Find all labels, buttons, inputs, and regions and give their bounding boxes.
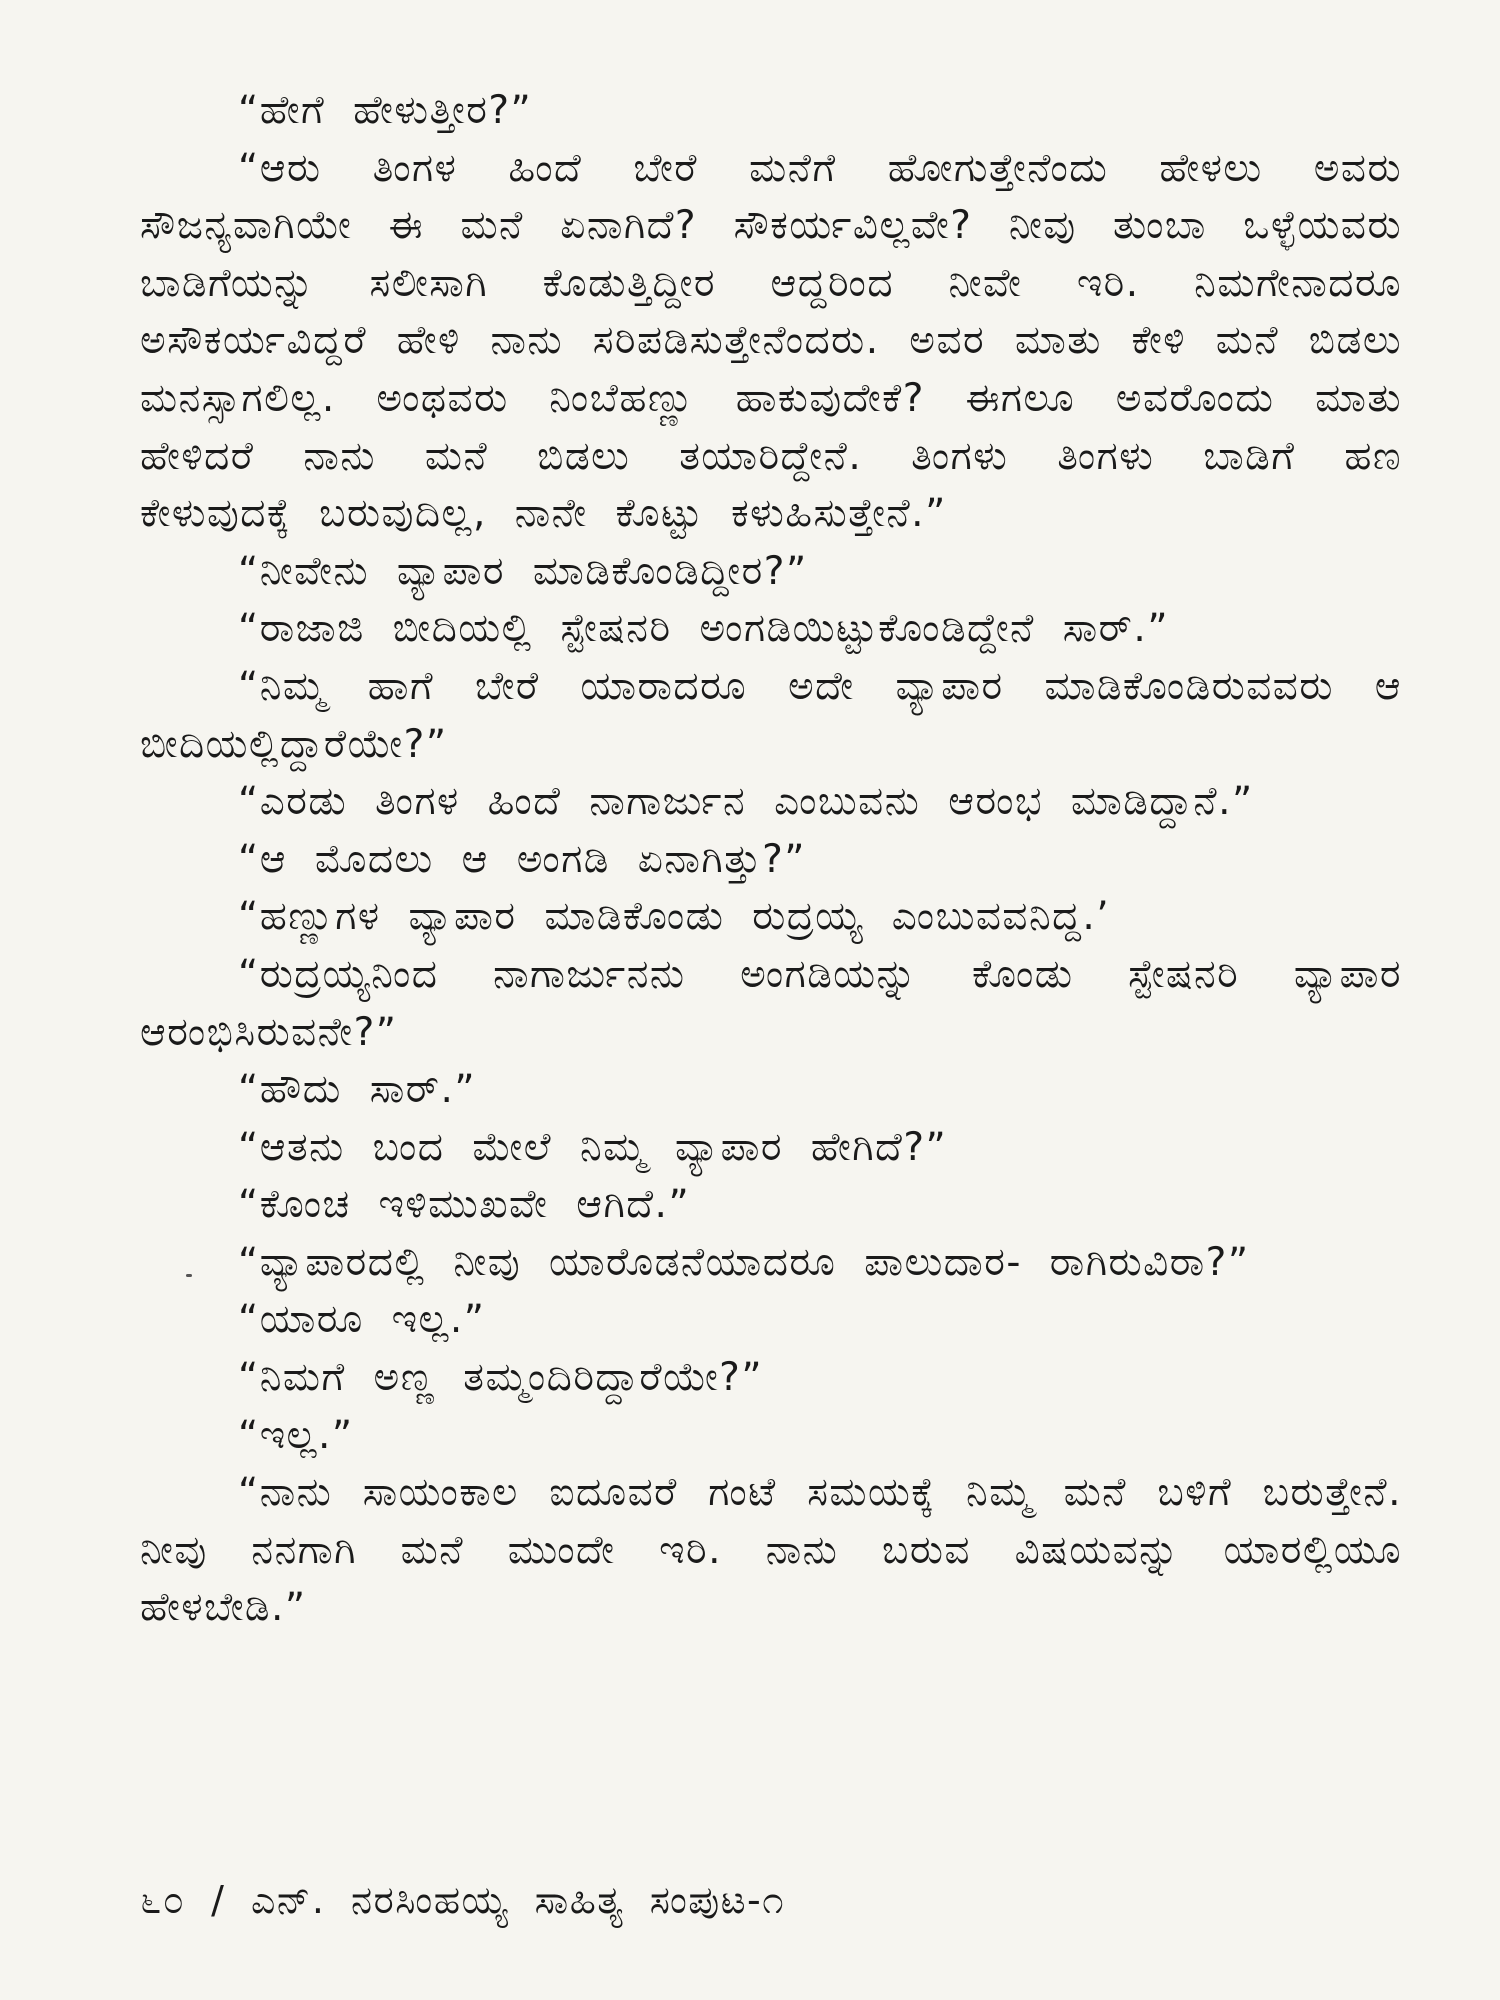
paragraph: “ಆತನು ಬಂದ ಮೇಲೆ ನಿಮ್ಮ ವ್ಯಾಪಾರ ಹೇಗಿದೆ?” — [238, 1124, 948, 1170]
ink-speck — [186, 1274, 192, 1277]
paragraph: “ನಾನು ಸಾಯಂಕಾಲ ಐದೂವರೆ ಗಂಟೆ ಸಮಯಕ್ಕೆ ನಿಮ್ಮ ಮನೆ ಬಳಿಗೆ ಬರುತ್ತೇನೆ. ನೀವು ನನಗಾಗಿ ಮನೆ ಮುಂದೇ ಇರಿ. ನಾನು ಬರುವ ವಿಷಯವನ್ನು ಯಾರಲ್ಲಿಯೂ ಹೇಳಬೇಡಿ.” — [140, 1470, 1402, 1631]
paragraph: “ಹಣ್ಣುಗಳ ವ್ಯಾಪಾರ ಮಾಡಿಕೊಂಡು ರುದ್ರಯ್ಯ ಎಂಬುವವನಿದ್ದ.’ — [238, 894, 1111, 940]
paragraph: “ಹೌದು ಸಾರ್.” — [238, 1067, 477, 1113]
paragraph: “ಆ ಮೊದಲು ಆ ಅಂಗಡಿ ಏನಾಗಿತ್ತು?” — [238, 836, 806, 882]
page-footer: ೬೦ / ಎನ್. ನರಸಿಂಹಯ್ಯ ಸಾಹಿತ್ಯ ಸಂಪುಟ-೧ — [140, 1878, 786, 1922]
paragraph: “ಹೇಗೆ ಹೇಳುತ್ತೀರ?” — [238, 88, 533, 133]
paragraph: “ಆರು ತಿಂಗಳ ಹಿಂದೆ ಬೇರೆ ಮನೆಗೆ ಹೋಗುತ್ತೇನೆಂದು ಹೇಳಲು ಅವರು ಸೌಜನ್ಯವಾಗಿಯೇ ಈ ಮನೆ ಏನಾಗಿದೆ? ಸೌಕರ್ಯವಿಲ್ಲವೇ? ನೀವು ತುಂಬಾ ಒಳ್ಳೆಯವರು ಬಾಡಿಗೆಯನ್ನು ಸಲೀಸಾಗಿ ಕೊಡುತ್ತಿದ್ದೀರ ಆದ್ದರಿಂದ ನೀವೇ ಇರಿ. ನಿಮಗೇನಾದರೂ ಅಸೌಕರ್ಯವಿದ್ದರೆ ಹೇಳಿ ನಾನು ಸರಿಪಡಿಸುತ್ತೇನೆಂದರು. ಅವರ ಮಾತು ಕೇಳಿ ಮನೆ ಬಿಡಲು ಮನಸ್ಸಾಗಲಿಲ್ಲ. ಅಂಥವರು ನಿಂಬೆಹಣ್ಣು ಹಾಕುವುದೇಕೆ? ಈಗಲೂ ಅವರೊಂದು ಮಾತು ಹೇಳಿದರೆ ನಾನು ಮನೆ ಬಿಡಲು ತಯಾರಿದ್ದೇನೆ. ತಿಂಗಳು ತಿಂಗಳು ಬಾಡಿಗೆ ಹಣ ಕೇಳುವುದಕ್ಕೆ ಬರುವುದಿಲ್ಲ, ನಾನೇ ಕೊಟ್ಟು ಕಳುಹಿಸುತ್ತೇನೆ.” — [140, 145, 1402, 537]
paragraph: “ನಿಮ್ಮ ಹಾಗೆ ಬೇರೆ ಯಾರಾದರೂ ಅದೇ ವ್ಯಾಪಾರ ಮಾಡಿಕೊಂಡಿರುವವರು ಆ ಬೀದಿಯಲ್ಲಿದ್ದಾರೆಯೇ?” — [140, 663, 1402, 767]
paragraph: “ಯಾರೂ ಇಲ್ಲ.” — [238, 1297, 486, 1343]
paragraph: “ರಾಜಾಜಿ ಬೀದಿಯಲ್ಲಿ ಸ್ಟೇಷನರಿ ಅಂಗಡಿಯಿಟ್ಟುಕೊಂಡಿದ್ದೇನೆ ಸಾರ್.” — [238, 606, 1170, 652]
paragraph: “ಎರಡು ತಿಂಗಳ ಹಿಂದೆ ನಾಗಾರ್ಜುನ ಎಂಬುವನು ಆರಂಭ ಮಾಡಿದ್ದಾನೆ.” — [238, 779, 1254, 825]
paragraph: “ಇಲ್ಲ.” — [238, 1412, 354, 1458]
paragraph: “ವ್ಯಾಪಾರದಲ್ಲಿ ನೀವು ಯಾರೊಡನೆಯಾದರೂ ಪಾಲುದಾರ- ರಾಗಿರುವಿರಾ?” — [238, 1239, 1250, 1285]
paragraph: “ನಿಮಗೆ ಅಣ್ಣ ತಮ್ಮಂದಿರಿದ್ದಾರೆಯೇ?” — [238, 1355, 764, 1401]
body-text — [140, 82, 1402, 1637]
paragraph: “ರುದ್ರಯ್ಯನಿಂದ ನಾಗಾರ್ಜುನನು ಅಂಗಡಿಯನ್ನು ಕೊಂಡು ಸ್ಟೇಷನರಿ ವ್ಯಾಪಾರ ಆರಂಭಿಸಿರುವನೇ?” — [140, 951, 1402, 1055]
paragraph: “ನೀವೇನು ವ್ಯಾಪಾರ ಮಾಡಿಕೊಂಡಿದ್ದೀರ?” — [238, 548, 808, 594]
paragraph: “ಕೊಂಚ ಇಳಿಮುಖವೇ ಆಗಿದೆ.” — [238, 1182, 691, 1228]
